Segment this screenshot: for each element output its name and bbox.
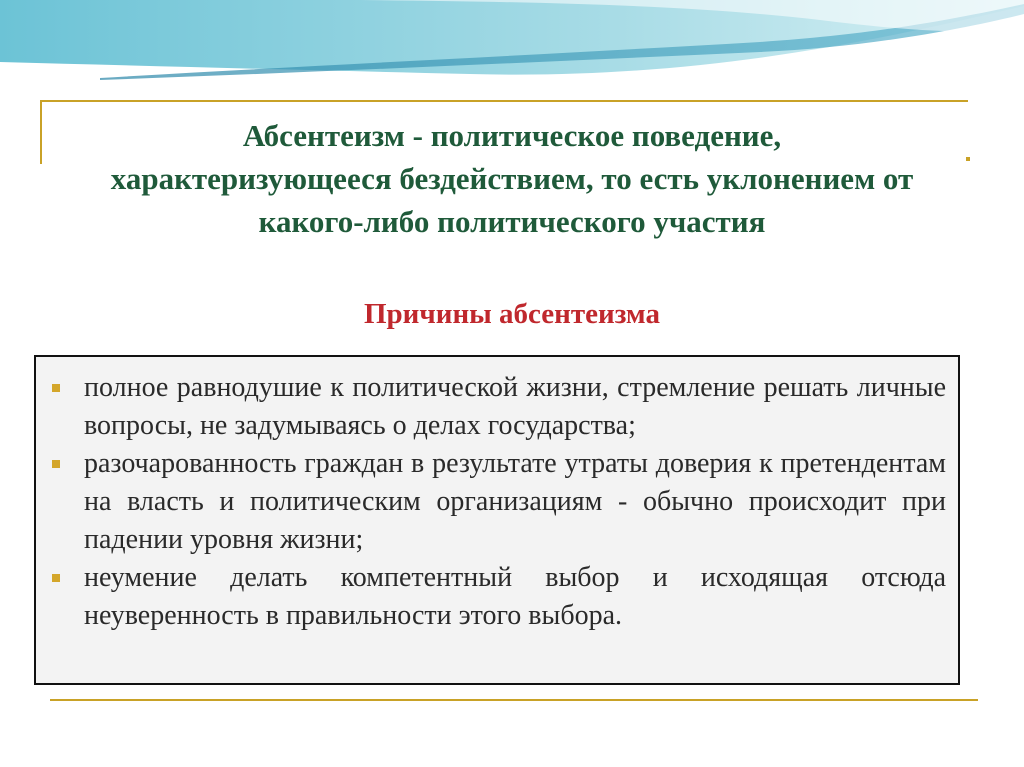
reasons-box bbox=[34, 355, 960, 685]
bullet-icon bbox=[52, 460, 60, 468]
reason-text: полное равнодушие к политической жизни, стремление решать личные вопросы, не задумываясь о делах государства; bbox=[84, 372, 946, 441]
gold-divider-bottom bbox=[50, 699, 978, 701]
reason-text: разочарованность граждан в результате утраты доверия к претендентам на власть и политическим организациям - обычно происходит при падении уровня жизни; bbox=[84, 448, 946, 555]
list-item bbox=[48, 369, 946, 445]
list-item bbox=[48, 445, 946, 559]
reason-text: неумение делать компетентный выбор и исходящая отсюда неуверенность в правильности этого выбора. bbox=[84, 562, 946, 631]
bullet-icon bbox=[52, 574, 60, 582]
gold-accent-dot bbox=[966, 157, 970, 161]
gold-divider-left bbox=[40, 100, 42, 164]
gold-divider-top bbox=[40, 100, 968, 102]
bullet-icon bbox=[52, 384, 60, 392]
list-item bbox=[48, 559, 946, 635]
definition-heading: Абсентеизм - политическое поведение, характеризующееся бездействием, то есть уклонением от какого-либо политического участия bbox=[110, 118, 914, 239]
decorative-wave-header bbox=[0, 0, 1024, 90]
reasons-title: Причины абсентеизма bbox=[364, 298, 660, 330]
